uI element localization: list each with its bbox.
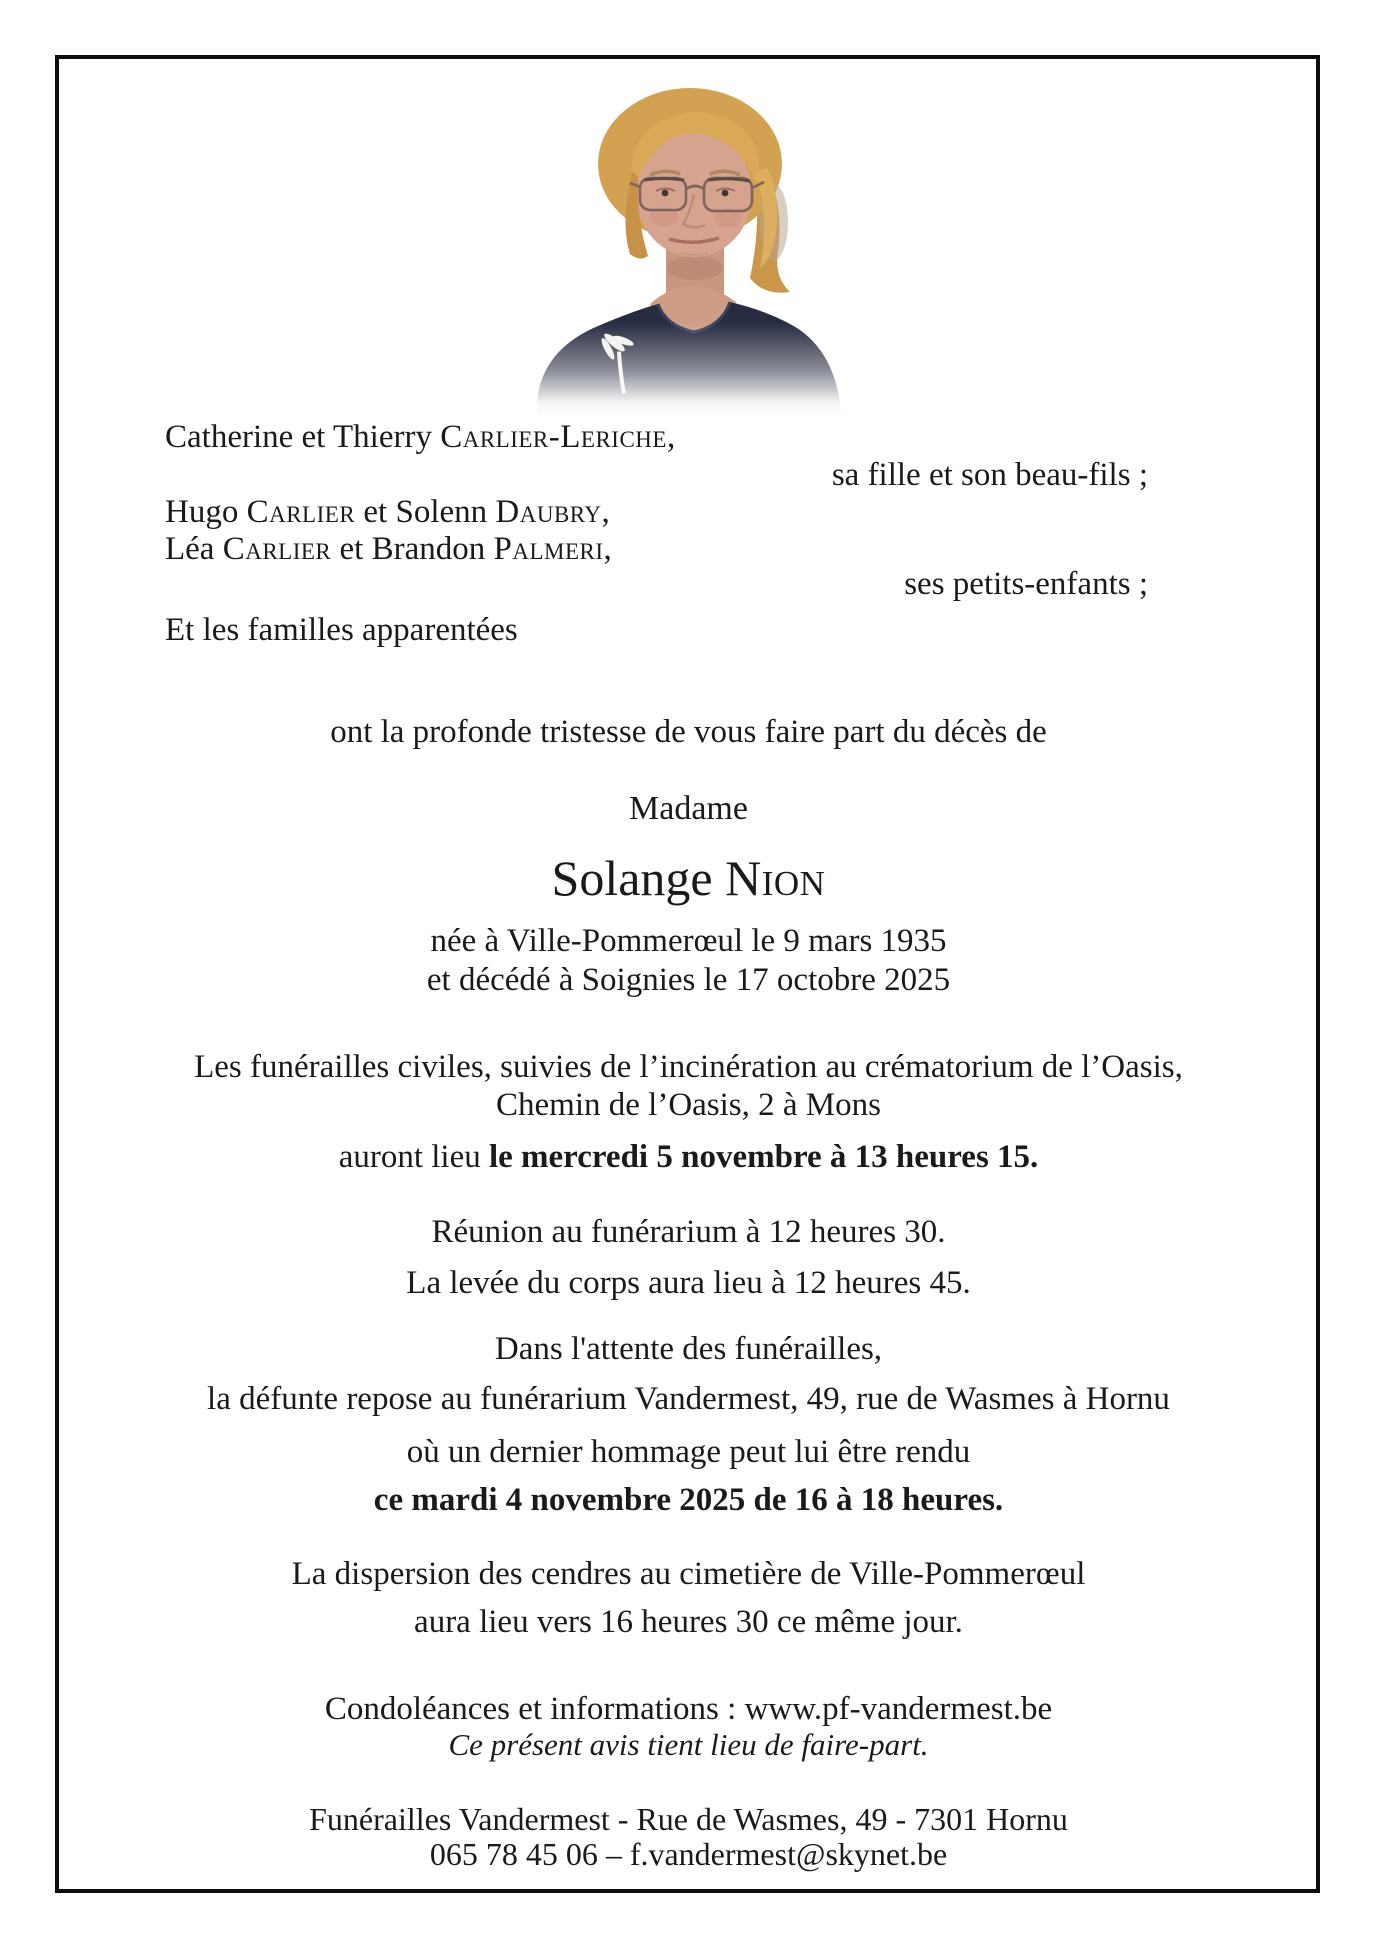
grandchild2-name2: et Brandon bbox=[331, 531, 494, 567]
grandchildren-relation: ses petits-enfants ; bbox=[904, 566, 1148, 602]
levee-line: La levée du corps aura lieu à 12 heures 45. bbox=[406, 1265, 971, 1301]
grandchild1-name2: et Solenn bbox=[355, 494, 496, 530]
deceased-portrait-photo bbox=[518, 72, 848, 417]
ceremony-date-prefix: auront lieu bbox=[338, 1139, 489, 1175]
meeting-line: Réunion au funérarium à 12 heures 30. bbox=[431, 1214, 946, 1250]
birth-line: née à Ville-Pommerœul le 9 mars 1935 bbox=[430, 923, 947, 959]
family-line-daughter bbox=[0, 418, 1377, 456]
chin-shadow bbox=[667, 256, 723, 280]
glasses-top-rim-left bbox=[644, 179, 684, 181]
death-line: et décédé à Soignies le 17 octobre 2025 bbox=[426, 962, 951, 998]
ceremony-venue-line1: Les funérailles civiles, suivies de l’incinération au crématorium de l’Oasis, bbox=[194, 1049, 1183, 1085]
eye-left bbox=[662, 190, 669, 197]
ceremony-date-bold: le mercredi 5 novembre à 13 heures 15. bbox=[488, 1139, 1039, 1175]
visitation-line2: la défunte repose au funérarium Vandermest, 49, rue de Wasmes à Hornu bbox=[207, 1381, 1170, 1417]
deceased-last-name: Nion bbox=[725, 850, 826, 906]
contact-line: 065 78 45 06 – f.vandermest@skynet.be bbox=[429, 1836, 948, 1872]
grandchild2-surname1: Carlier bbox=[222, 531, 332, 567]
notice-line: Ce présent avis tient lieu de faire-part. bbox=[448, 1727, 929, 1762]
grandchild2-name1: Léa bbox=[165, 531, 223, 567]
visitation-line3: où un dernier hommage peut lui être rendu bbox=[406, 1434, 971, 1470]
photo-bottom-fade bbox=[518, 322, 848, 417]
grandchild1-surname1: Carlier bbox=[246, 494, 356, 530]
deceased-name bbox=[0, 850, 1377, 906]
visitation-date-bold: ce mardi 4 novembre 2025 de 16 à 18 heures. bbox=[373, 1482, 1004, 1518]
grandchild1-surname2: Daubry, bbox=[495, 494, 611, 530]
grandchild2-surname2: Palmeri, bbox=[493, 531, 613, 567]
family-line-grandchild-1 bbox=[0, 493, 1377, 531]
daughter-names: Catherine et Thierry bbox=[165, 419, 441, 455]
visitation-line1: Dans l'attente des funérailles, bbox=[494, 1331, 883, 1367]
daughter-relation: sa fille et son beau-fils ; bbox=[831, 457, 1148, 493]
grandchild1-name1: Hugo bbox=[165, 494, 247, 530]
deceased-first-name: Solange bbox=[551, 850, 726, 906]
ashes-line1: La dispersion des cendres au cimetière de Ville-Pommerœul bbox=[291, 1556, 1086, 1592]
ceremony-date-line bbox=[0, 1138, 1377, 1176]
announcement-intro: ont la profonde tristesse de vous faire part du décès de bbox=[330, 714, 1047, 750]
related-families-line: Et les familles apparentées bbox=[165, 612, 518, 648]
family-line-grandchild-2 bbox=[0, 530, 1377, 568]
funeral-home-line: Funérailles Vandermest - Rue de Wasmes, 49 - 7301 Hornu bbox=[309, 1801, 1068, 1837]
ceremony-venue-line2: Chemin de l’Oasis, 2 à Mons bbox=[496, 1087, 881, 1123]
daughter-surname: Carlier-Leriche, bbox=[440, 419, 676, 455]
condolences-line: Condoléances et informations : www.pf-vandermest.be bbox=[324, 1691, 1053, 1727]
ashes-line2: aura lieu vers 16 heures 30 ce même jour. bbox=[414, 1604, 963, 1640]
portrait-illustration bbox=[518, 72, 848, 417]
eye-right bbox=[722, 190, 729, 197]
honorific: Madame bbox=[629, 790, 748, 827]
